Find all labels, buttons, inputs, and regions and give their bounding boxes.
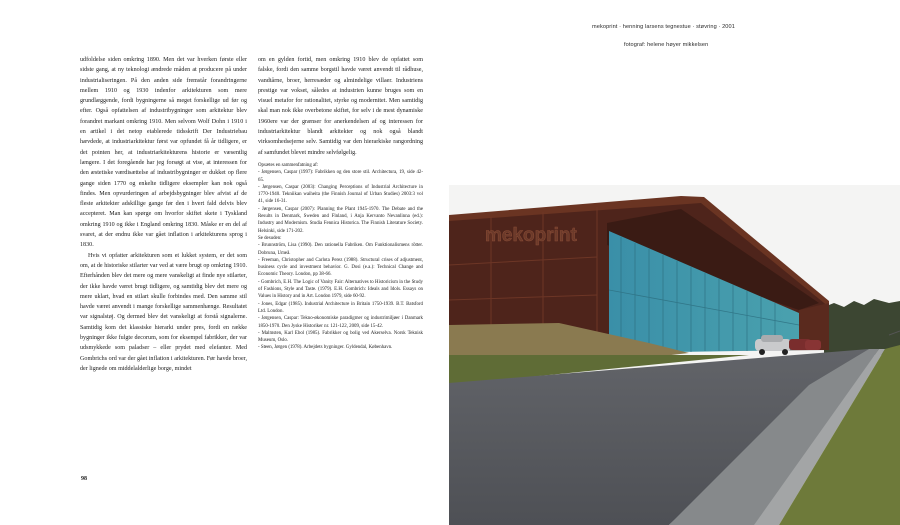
building-sign: mekoprint xyxy=(485,225,577,246)
photo-caption: mekoprint · henning larsens tegnestue · støvring · 2001 xyxy=(592,24,735,30)
paragraph: Hvis vi opfatter arkitekturen som et lukket system, er det som om, at de historiske stilarter var ved at være brugt op omkring 1910. Efterhånden blev det mere og mere vanskeligt at finde nye stilarter, der ikke havde været brugt tidligere, og samtidig blev det mere og mere uklart, hvad en stilart skulle forbindes med. Den samme stil havde været anvendt i mange forskellige sammenhænge. Resultatet var signalstøj. Og dermed blev det vanskeligt at forstå signalerne. Samtidig kom det klassiske hierarki under pres, fordi en række bygninger ikke fulgte decorum, som for eksempel fabrikker, der var udsmykkede som paladser – eller prydet med elefanter. Med Gombrichs ord var der gået inflation i arkitekturen. Før havde broer, der lignede om middelalderlige borge, mindet xyxy=(80,252,247,372)
paragraph: om en gylden fortid, men omkring 1910 blev de opfattet som falske, fordi den samme borgstil havde været anvendt til rådhuse, vandtårne, broer, herresæder og almindelige villaer. Industriens prestige var vokset, således at industrien kunne bruges som en visuel metafor for rationalitet, styrke og modernitet. Men samtidig skal man nok ikke overbetone skiftet, for selv i de mest dynamiske 1960ere var der grænser for anerkendelsen af og interessen for industriarkitektur blandt arkitekter og nok også blandt virksomhedsejerne selv. Samtidig var den hierarkiske rangordning af samfundet blevet mindre selvfølgelig. xyxy=(258,57,423,156)
page-number: 98 xyxy=(81,476,87,482)
building-photo xyxy=(449,185,900,525)
reference-entry: - Jørgensen, Caspar (2003): Changing Perceptions of Industrial Architecture in 1770-1940. Tekniikan waiheita (the Finnish Journal of Urban Studies) 2003:3 vol 41, side 16-31. xyxy=(258,184,423,205)
text-column-2 xyxy=(258,55,423,352)
trees xyxy=(824,299,900,355)
references-secondary-heading: Se desuden: xyxy=(258,235,282,241)
reference-entry: - Jørgensen, Caspar (2007): Planning the Plant 1945-1970. The Debate and the Results in Denmark, Sweden and Finland, i Anja Kervanto Nevanlinna (ed.): Industry and Modernism. Studia Fennica Historica. The Finnish Literature Society. Helsinki, side 171-202. xyxy=(258,206,423,234)
text-column-1 xyxy=(80,55,247,374)
photo-illustration xyxy=(449,185,900,525)
references xyxy=(258,162,423,352)
references-intro: Opsætes en sammenfatning af: xyxy=(258,162,319,168)
reference-entry: - Gombrich, E.H. The Logic of Vanity Fair: Alternatives to Historicism in the Study of Fashions, Style and Taste. (1979). E.H. Gombrich: Ideals and Idols. Essays on Values in History and in Art. London 1979, side 60-92. xyxy=(258,279,423,300)
reference-entry: - Malmsten, Karl Ebol (1985). Fabrikker og bolig ved Akerselva. Norsk Teknisk Museum, Oslo. xyxy=(258,330,423,344)
reference-entry: - Steen, Jørgen (1978). Arbejdets bygninger. Gyldendal, København. xyxy=(258,345,393,351)
reference-entry: - Jørgensen, Caspar: Tekno-økonomiske paradigmer og industrimiljøer i Danmark 1850-1970. Den Jyske Historiker nr. 121-122, 2009, side 15-42. xyxy=(258,316,423,329)
reference-entry: - Freeman, Christopher and Carlota Perez (1988). Structural crises of adjustment, business cycle and investment behavior. G. Dosi (e.a.): Technical Change and Economic Theory. London, pp 38-66. xyxy=(258,257,423,278)
photo-credit: fotograf: helene høyer mikkelsen xyxy=(624,42,709,48)
reference-entry: - Brunnström, Lisa (1990). Den rationella Fabriken. Om Funktionalismens rötter. Dobruna, Umeå. xyxy=(258,243,423,256)
paragraph: udfoldelse siden omkring 1890. Men det var hverken første eller sidste gang, at ny teknologi ændrede måden at producere på under industrialiseringen. På den anden side fremstår forandringerne mellem 1910 og 1930 indenfor arkitekturen som mere grundlæggende, fordi bygningerne så meget forskellige ud før og efter. Også opfattelsen af industribygninger som arkitektur blev forandret markant omkring 1910. Men selvom Wolf Dohn i 1910 i en artikel i det netop etablerede tidsskrift Der Industriebau hævdede, at industriarkitektur først var opfundet få år tidligere, er det pointen her, at industriarkitekturens historie er væsentlig længere. I det foregående har jeg forsøgt at vise, at interessen for den æstetiske værdisættelse af industribygninger er dukket op flere gange siden 1770 og enkelte tidligere eksempler kan nok også findes. Men opvurderingen af arbejdsbygninger blev afvist af de fleste arkitekter adskillige gange før den i hvert fald delvis blev accepteret. Man kan spørge om hvorfor skiftet skete i Tyskland omkring 1910 og ikke i England omkring 1830. Måske er en del af svaret, at der endnu ikke var gået inflation i arkitekturens sprog i 1830. xyxy=(80,57,247,249)
reference-entry: - Jones, Edgar (1985). Industrial Architecture in Britain 1750-1939. B.T. Batsford Ltd. London. xyxy=(258,301,423,314)
reference-entry: - Jørgensen, Caspar (1997): Fabrikken og den store stil. Architectura, 19, side 42-65. xyxy=(258,170,423,183)
